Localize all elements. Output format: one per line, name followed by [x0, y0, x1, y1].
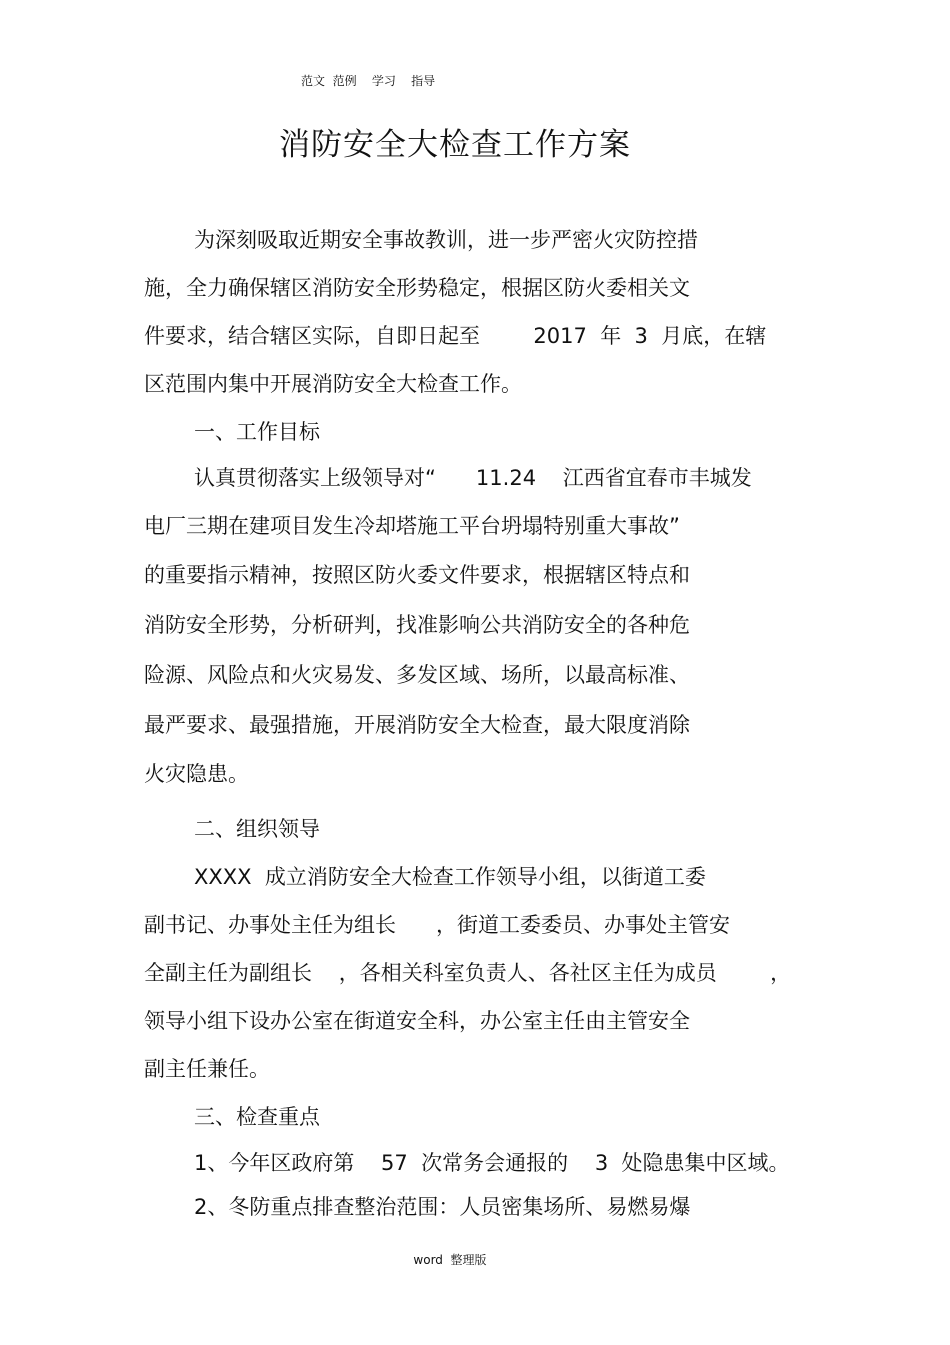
paragraph-line: 认真贯彻落实上级领导对“ 11.24 江西省宜春市丰城发 — [194, 466, 752, 490]
page-header: 范文 范例 学习 指导 — [301, 74, 436, 88]
paragraph-line: 领导小组下设办公室在街道安全科，办公室主任由主管安全 — [144, 1009, 690, 1033]
paragraph-line: 全副主任为副组长 ，各相关科室负责人、各社区主任为成员 ， — [144, 961, 792, 985]
paragraph-line: 险源、风险点和火灾易发、多发区域、场所，以最高标准、 — [144, 663, 690, 687]
paragraph-line: XXXX 成立消防安全大检查工作领导小组，以街道工委 — [194, 865, 706, 889]
section-heading: 三、检查重点 — [194, 1105, 320, 1129]
paragraph-line: 副主任兼任。 — [144, 1057, 270, 1081]
paragraph-line: 施，全力确保辖区消防安全形势稳定，根据区防火委相关文 — [144, 276, 690, 300]
document-title: 消防安全大检查工作方案 — [279, 127, 631, 163]
page-footer: word 整理版 — [413, 1253, 487, 1267]
section-heading: 二、组织领导 — [194, 817, 320, 841]
list-item: 2、冬防重点排查整治范围：人员密集场所、易燃易爆 — [194, 1195, 691, 1219]
paragraph-line: 为深刻吸取近期安全事故教训，进一步严密火灾防控措 — [194, 228, 698, 252]
section-heading: 一、工作目标 — [194, 420, 320, 444]
paragraph-line: 火灾隐患。 — [144, 762, 249, 786]
paragraph-line: 件要求，结合辖区实际，自即日起至 2017 年 3 月底，在辖 — [144, 324, 767, 348]
paragraph-line: 的重要指示精神，按照区防火委文件要求，根据辖区特点和 — [144, 563, 690, 587]
paragraph-line: 副书记、办事处主任为组长 ，街道工委委员、办事处主管安 — [144, 913, 731, 937]
paragraph-line: 最严要求、最强措施，开展消防安全大检查，最大限度消除 — [144, 713, 690, 737]
paragraph-line: 电厂三期在建项目发生冷却塔施工平台坍塌特别重大事故” — [144, 514, 680, 538]
paragraph-line: 消防安全形势，分析研判，找准影响公共消防安全的各种危 — [144, 613, 690, 637]
paragraph-line: 区范围内集中开展消防安全大检查工作。 — [144, 372, 522, 396]
list-item: 1、今年区政府第 57 次常务会通报的 3 处隐患集中区域。 — [194, 1151, 790, 1175]
